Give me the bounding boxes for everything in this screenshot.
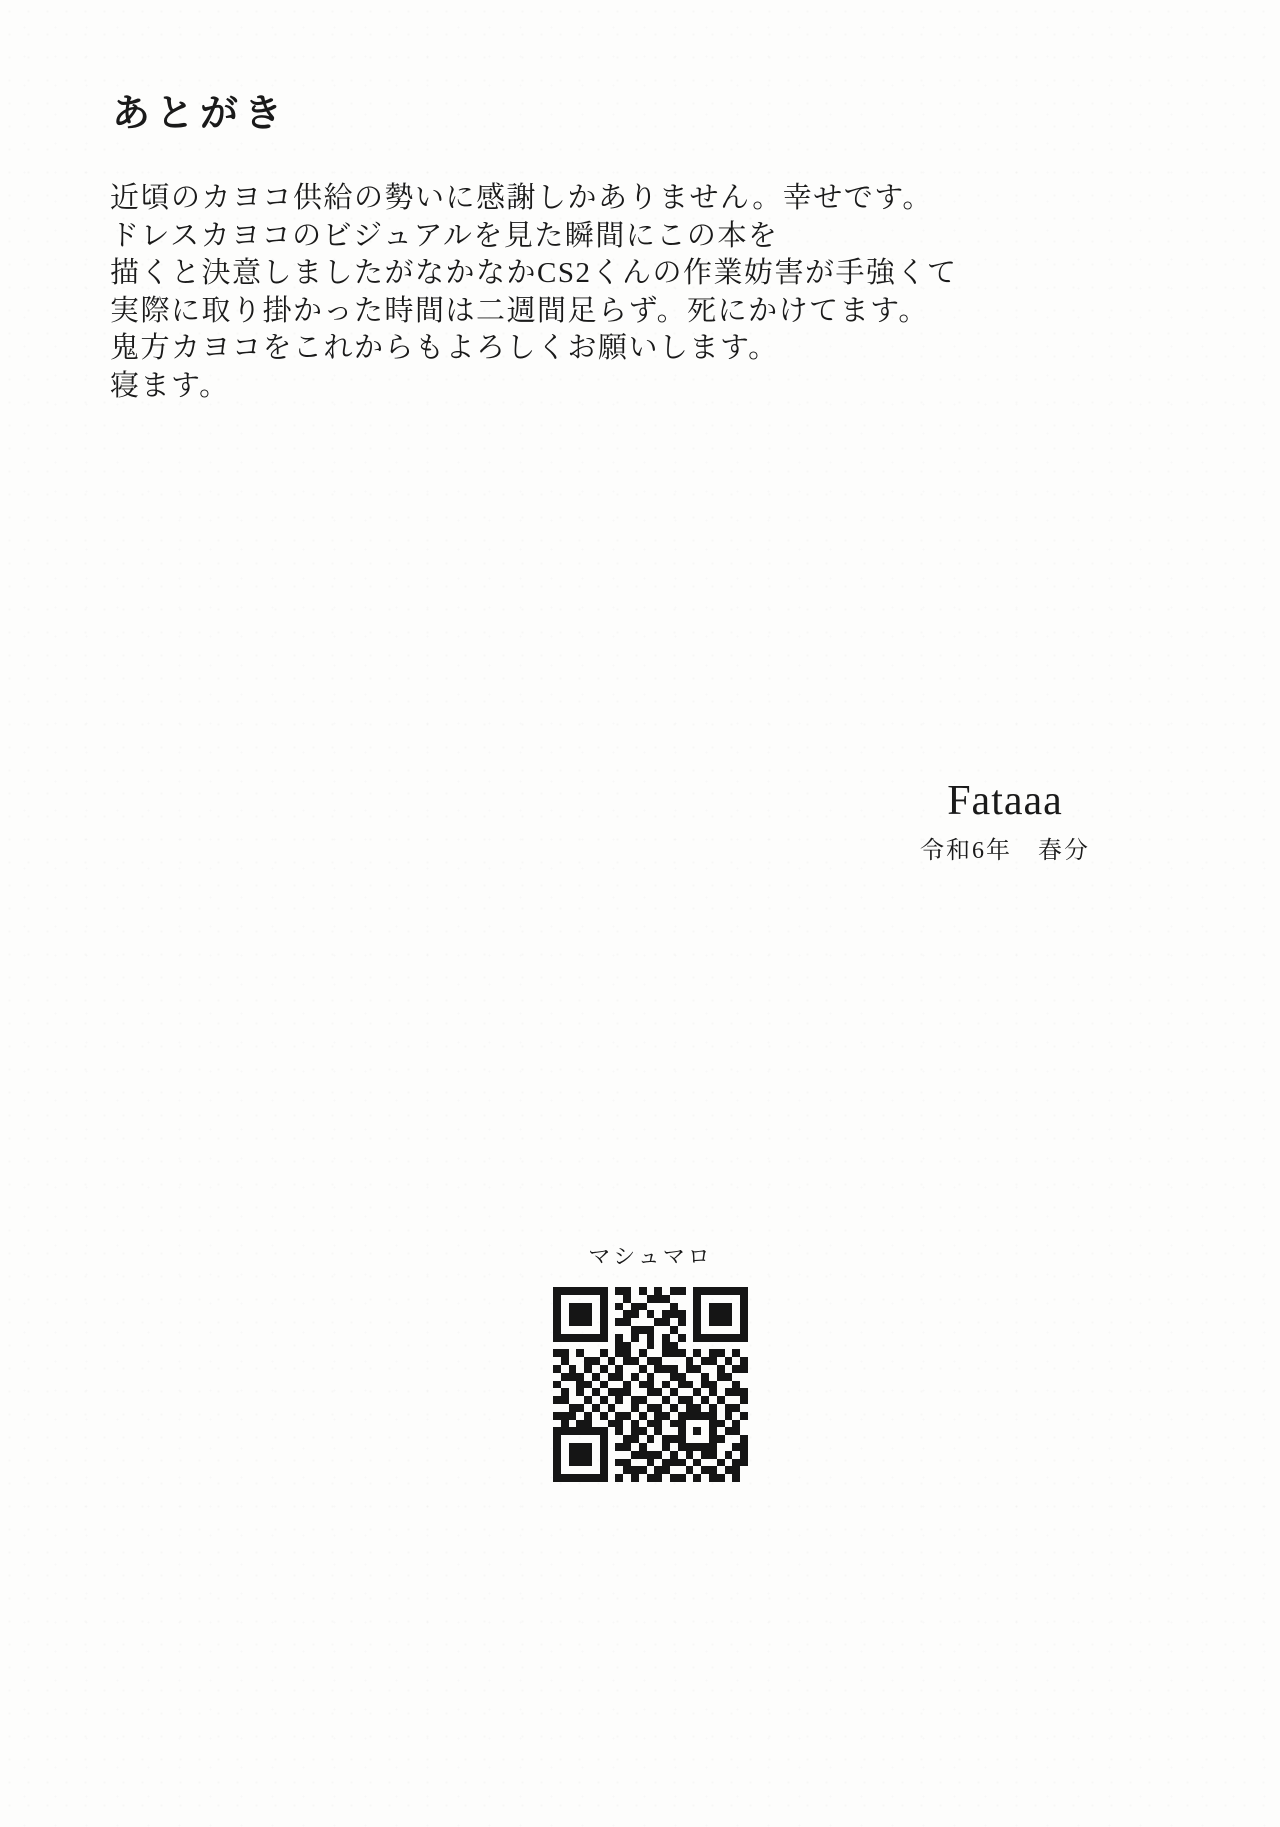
afterword-text xyxy=(110,180,957,406)
page-title: あとがき xyxy=(112,93,289,136)
author-signature: Fataaa xyxy=(947,778,1063,824)
afterword-line: 描くと決意しましたがなかなかCS2くんの作業妨害が手強くて xyxy=(110,257,958,290)
signature-date: 令和6年 春分 xyxy=(920,838,1090,865)
afterword-line: 鬼方カヨコをこれからもよろしくお願いします。 xyxy=(110,332,779,365)
afterword-line: 寝ます。 xyxy=(110,369,230,402)
afterword-line: 実際に取り掛かった時間は二週間足らず。死にかけてます。 xyxy=(110,294,929,327)
qr-code xyxy=(553,1287,748,1482)
signature-block xyxy=(905,778,1105,865)
afterword-line: 近頃のカヨコ供給の勢いに感謝しかありません。幸せです。 xyxy=(110,182,933,214)
marshmallow-label: マシュマロ xyxy=(588,1244,713,1269)
qr-section xyxy=(553,1240,748,1482)
afterword-line: ドレスカヨコのビジュアルを見た瞬間にこの本を xyxy=(110,219,779,252)
